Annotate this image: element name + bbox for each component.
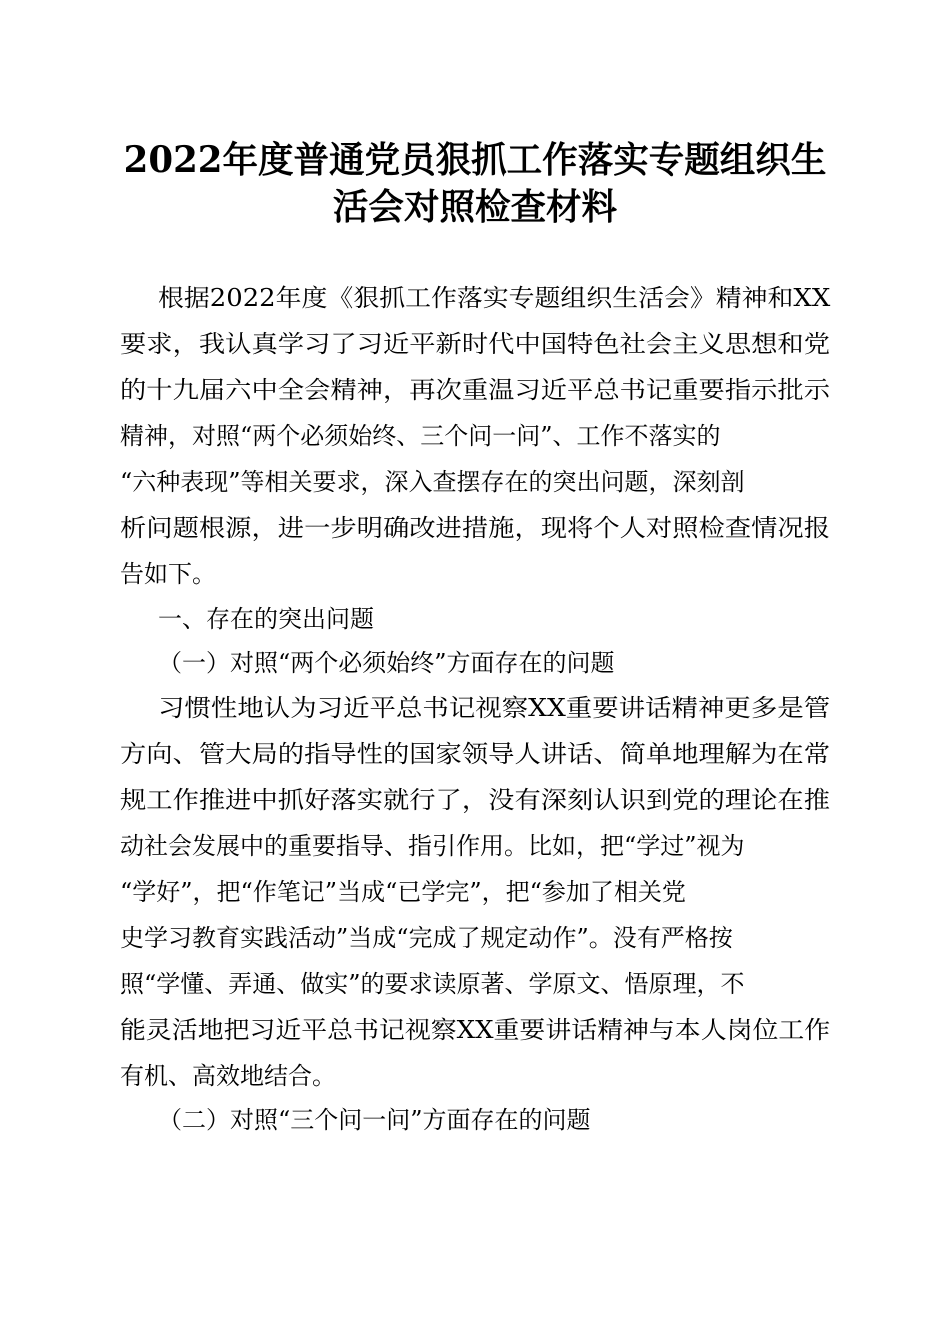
sub1-line-2: 方向、管大局的指导性的国家领导人讲话、简单地理解为在常: [120, 740, 830, 768]
intro-line-1: 根据2022年度《狠抓工作落实专题组织生活会》精神和XX: [158, 284, 831, 312]
intro-line-7: 告如下。: [120, 560, 216, 588]
sub1-line-8: 能灵活地把习近平总书记视察XX重要讲话精神与本人岗位工作: [120, 1016, 831, 1044]
sub1-line-7: 照“学懂、弄通、做实”的要求读原著、学原文、悟原理，不: [120, 970, 745, 998]
sub1-line-6: 史学习教育实践活动”当成“完成了规定动作”。没有严格按: [120, 924, 733, 952]
intro-line-5: “六种表现”等相关要求，深入查摆存在的突出问题，深刻剖: [120, 468, 745, 496]
intro-line-6: 析问题根源，进一步明确改进措施，现将个人对照检查情况报: [120, 514, 830, 542]
sub1-line-5: “学好”，把“作笔记”当成“已学完”，把“参加了相关党: [120, 878, 686, 906]
intro-line-2: 要求，我认真学习了习近平新时代中国特色社会主义思想和党: [120, 330, 830, 358]
document-title-line-1: 2022年度普通党员狠抓工作落实专题组织生: [123, 139, 827, 181]
intro-line-4: 精神，对照“两个必须始终、三个问一问”、工作不落实的: [120, 422, 721, 450]
subsection-heading-1: （一）对照“两个必须始终”方面存在的问题: [158, 649, 615, 677]
sub1-line-3: 规工作推进中抓好落实就行了，没有深刻认识到党的理论在推: [120, 786, 830, 814]
intro-line-3: 的十九届六中全会精神，再次重温习近平总书记重要指示批示: [120, 376, 830, 404]
sub1-line-9: 有机、高效地结合。: [120, 1062, 336, 1090]
sub1-line-4: 动社会发展中的重要指导、指引作用。比如，把“学过”视为: [120, 832, 745, 860]
document-title-line-2: 活会对照检查材料: [332, 186, 618, 228]
sub1-line-1: 习惯性地认为习近平总书记视察XX重要讲话精神更多是管: [158, 694, 831, 722]
section-heading-problems: 一、存在的突出问题: [158, 605, 374, 633]
subsection-heading-2: （二）对照“三个问一问”方面存在的问题: [158, 1106, 591, 1134]
